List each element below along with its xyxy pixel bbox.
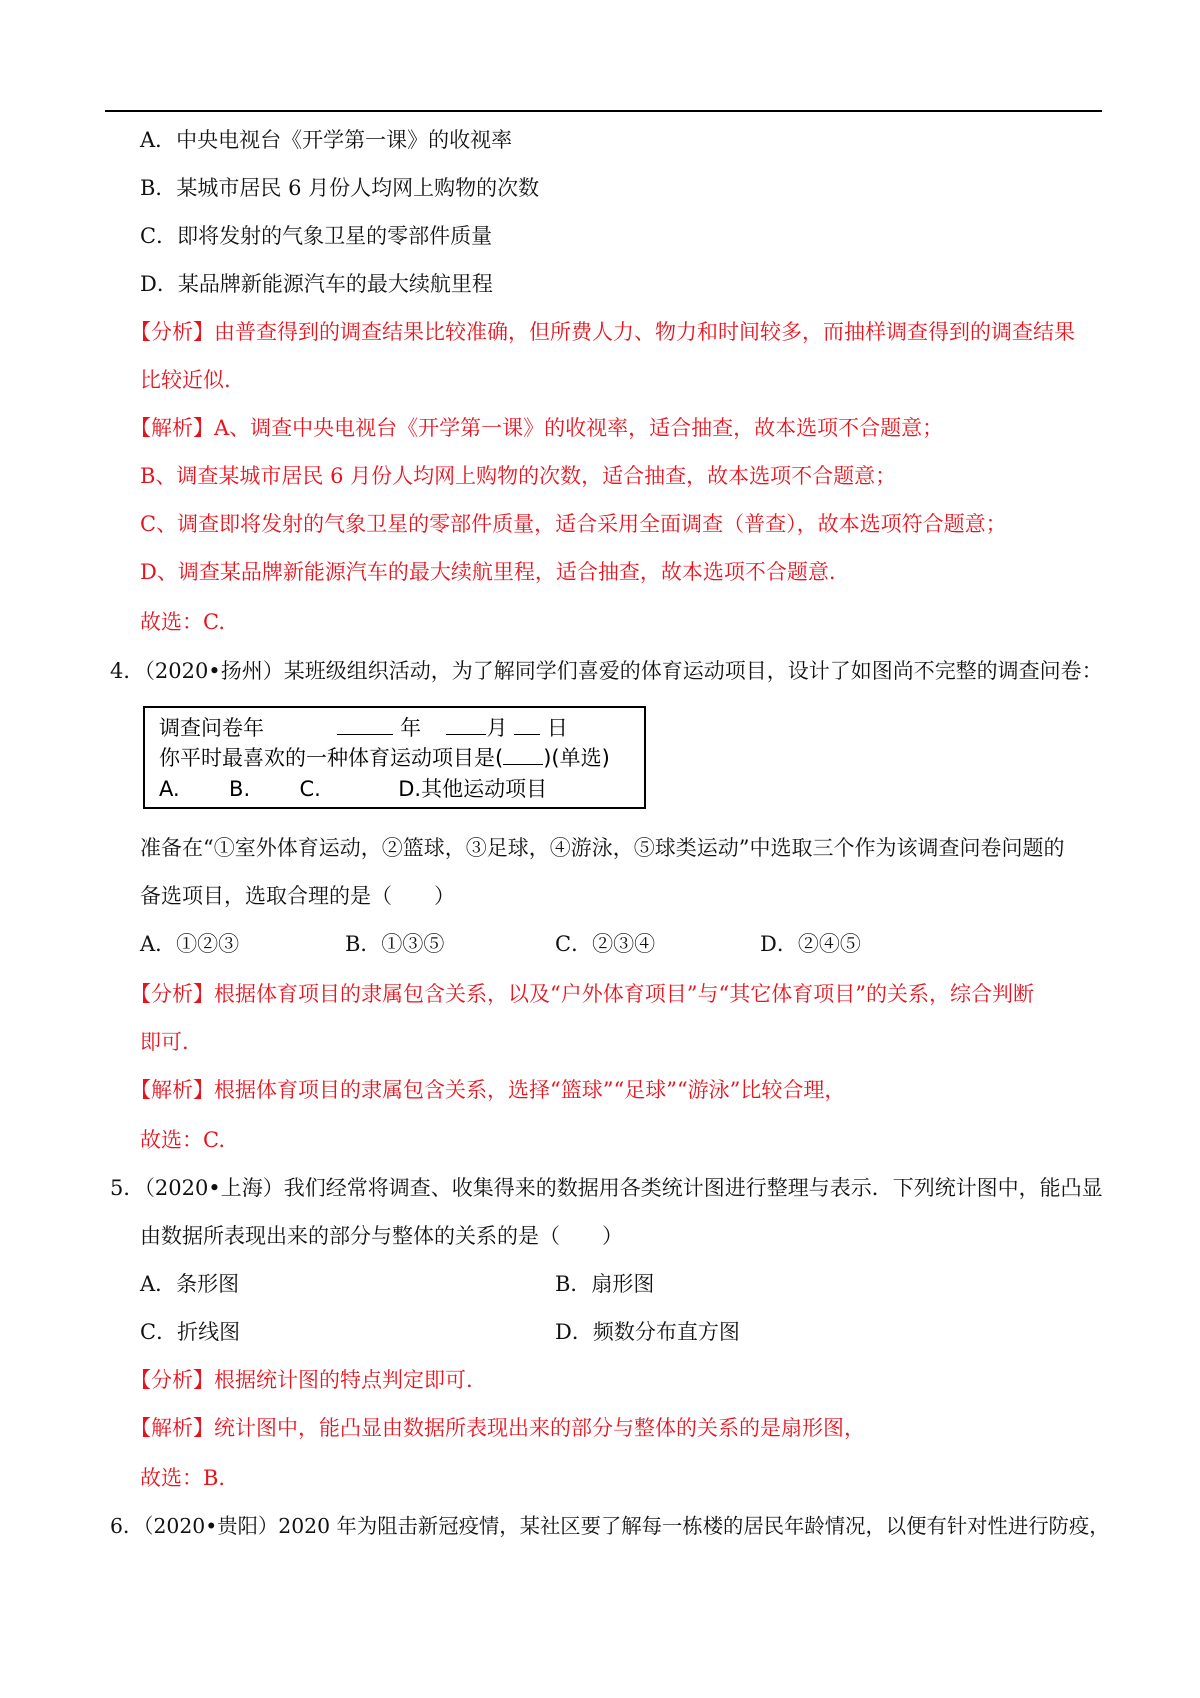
q3-analysis-text-1: 由普查得到的调查结果比较准确，但所费人力、物力和时间较多，而抽样调查得到的调查结果: [214, 320, 1075, 344]
day-blank: [514, 716, 540, 735]
q3-analysis-line-1: [130, 318, 1075, 346]
q5-option-a: A．条形图: [140, 1272, 240, 1296]
q4-analysis-line-2: 即可.: [140, 1030, 189, 1054]
q6-stem: 6．（2020•贵阳）2020 年为阻击新冠疫情，某社区要了解每一栋楼的居民年龄情况，以便有针对性进行防疫，: [110, 1514, 1110, 1538]
survey-opt-c: C.: [299, 777, 321, 801]
q3-option-b: B．某城市居民 6 月份人均网上购物的次数: [140, 176, 540, 200]
q4-solution-text: 根据体育项目的隶属包含关系，选择“篮球”“足球”“游泳”比较合理，: [214, 1078, 846, 1102]
q3-solution-tag: 【解析】: [130, 416, 214, 440]
q4-solution-line: [130, 1076, 845, 1104]
survey-question-line: [159, 745, 610, 771]
q5-option-d: D．频数分布直方图: [555, 1320, 740, 1344]
year-blank: [337, 716, 393, 735]
q4-analysis-text-1: 根据体育项目的隶属包含关系，以及“户外体育项目”与“其它体育项目”的关系，综合判断: [214, 982, 1034, 1006]
q5-answer: 故选：B.: [140, 1466, 226, 1490]
q4-solution-tag: 【解析】: [130, 1078, 214, 1102]
q3-solution-c: C、调查即将发射的气象卫星的零部件质量，适合采用全面调查（普查），故本选项符合题意；: [140, 512, 1007, 536]
survey-options-line: [159, 776, 547, 802]
q5-solution-tag: 【解析】: [130, 1416, 214, 1440]
q3-option-c: C．即将发射的气象卫星的零部件质量: [140, 224, 493, 248]
survey-opt-a: A.: [159, 777, 180, 801]
q3-solution-d: D、调查某品牌新能源汽车的最大续航里程，适合抽查，故本选项不合题意.: [140, 560, 836, 584]
q3-option-d: D．某品牌新能源汽车的最大续航里程: [140, 272, 493, 296]
survey-year-label: 年: [400, 716, 422, 740]
survey-month-label: 月: [486, 716, 508, 740]
q4-text-2: 备选项目，选取合理的是（ ）: [140, 884, 455, 908]
q5-analysis-text: 根据统计图的特点判定即可.: [214, 1368, 473, 1392]
month-blank: [446, 716, 486, 735]
survey-question: 你平时最喜欢的一种体育运动项目是(: [159, 746, 504, 770]
q5-analysis-line: [130, 1366, 473, 1394]
header-rule: [105, 110, 1102, 112]
q5-option-b: B．扇形图: [555, 1272, 655, 1296]
survey-title: 调查问卷年: [159, 716, 264, 740]
q4-option-b: B．①③⑤: [345, 932, 445, 956]
q4-option-c: C．②③④: [555, 932, 656, 956]
survey-opt-b: B.: [229, 777, 251, 801]
q5-solution-line: [130, 1414, 865, 1442]
q4-option-a: A．①②③: [140, 932, 240, 956]
survey-form: [143, 706, 646, 809]
q4-analysis-tag: 【分析】: [130, 982, 214, 1006]
survey-question-end: )(单选): [543, 746, 610, 770]
q5-solution-text: 统计图中，能凸显由数据所表现出来的部分与整体的关系的是扇形图，: [214, 1416, 865, 1440]
survey-day-label: 日: [546, 716, 568, 740]
survey-opt-d: D.其他运动项目: [398, 777, 548, 801]
q3-analysis-tag: 【分析】: [130, 320, 214, 344]
q4-answer: 故选：C.: [140, 1128, 225, 1152]
q3-answer: 故选：C.: [140, 610, 225, 634]
q4-text-1: 准备在“①室外体育运动，②篮球，③足球，④游泳，⑤球类运动”中选取三个作为该调查问卷问题的: [140, 836, 1065, 860]
q5-analysis-tag: 【分析】: [130, 1368, 214, 1392]
q4-analysis-line-1: [130, 980, 1034, 1008]
survey-header-line: [159, 715, 568, 741]
q3-solution-line-a: [130, 414, 943, 442]
q5-option-c: C．折线图: [140, 1320, 241, 1344]
q3-analysis-line-2: 比较近似.: [140, 368, 231, 392]
q5-stem-2: 由数据所表现出来的部分与整体的关系的是（ ）: [140, 1224, 623, 1248]
answer-blank: [503, 746, 543, 765]
q3-solution-b: B、调查某城市居民 6 月份人均网上购物的次数，适合抽查，故本选项不合题意；: [140, 464, 897, 488]
q3-option-a: A．中央电视台《开学第一课》的收视率: [140, 128, 513, 152]
q5-stem-1: 5．（2020•上海）我们经常将调查、收集得来的数据用各类统计图进行整理与表示．下列统计图中，能凸显: [110, 1176, 1103, 1200]
q3-solution-a: A、调查中央电视台《开学第一课》的收视率，适合抽查，故本选项不合题意；: [214, 416, 944, 440]
q4-stem: 4．（2020•扬州）某班级组织活动，为了解同学们喜爱的体育运动项目，设计了如图尚不完整的调查问卷：: [110, 659, 1103, 683]
q4-option-d: D．②④⑤: [760, 932, 861, 956]
